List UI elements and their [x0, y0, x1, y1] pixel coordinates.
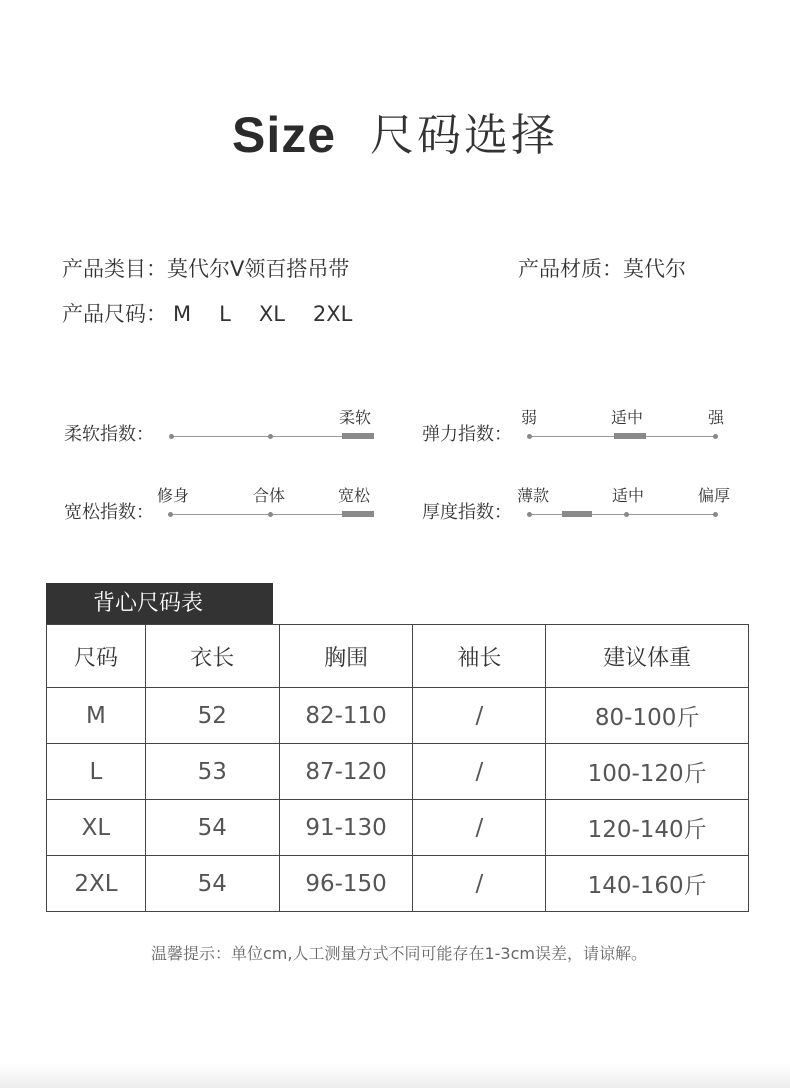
thickness-dot	[527, 512, 532, 517]
thickness-dot	[713, 512, 718, 517]
elasticity-tick-label: 适中	[611, 408, 644, 427]
size-option: 2XL	[312, 302, 353, 326]
table-cell: M	[47, 688, 146, 744]
elasticity-selected-bar	[614, 433, 646, 439]
fit-index-label: 宽松指数：	[64, 502, 154, 523]
column-header: 尺码	[47, 625, 146, 688]
bottom-divider	[0, 1062, 790, 1088]
table-cell: 52	[145, 688, 279, 744]
fit-tick-label: 宽松	[338, 486, 371, 505]
table-cell: 140-160斤	[546, 856, 749, 912]
thickness-scale-line	[529, 514, 717, 515]
size-table-tab: 背心尺码表	[46, 583, 273, 624]
softness-dot	[169, 434, 174, 439]
table-cell: /	[413, 688, 546, 744]
table-cell: 82-110	[279, 688, 413, 744]
softness-tick-label: 柔软	[339, 408, 372, 427]
title-english: Size	[232, 107, 337, 163]
column-header: 袖长	[413, 625, 546, 688]
softness-index-label: 柔软指数：	[64, 424, 154, 445]
thickness-tick-label: 薄款	[517, 486, 550, 505]
column-header: 衣长	[145, 625, 279, 688]
table-row	[47, 800, 749, 856]
size-option: L	[219, 302, 231, 326]
elasticity-dot	[527, 434, 532, 439]
column-header: 胸围	[279, 625, 413, 688]
table-header-row	[47, 625, 749, 688]
table-row	[47, 688, 749, 744]
product-material	[518, 255, 686, 283]
table-cell: 120-140斤	[546, 800, 749, 856]
elasticity-dot	[713, 434, 718, 439]
table-cell: /	[413, 744, 546, 800]
size-label: 产品尺码：	[62, 302, 167, 326]
material-value: 莫代尔	[623, 257, 686, 281]
title-chinese: 尺码选择	[370, 110, 558, 161]
table-row	[47, 744, 749, 800]
fit-dot	[268, 512, 273, 517]
size-table	[46, 624, 749, 912]
table-cell: 54	[145, 800, 279, 856]
size-option: XL	[258, 302, 285, 326]
material-label: 产品材质：	[518, 257, 623, 281]
table-cell: 54	[145, 856, 279, 912]
thickness-tick-label: 偏厚	[698, 486, 731, 505]
column-header: 建议体重	[546, 625, 749, 688]
table-row	[47, 856, 749, 912]
product-sizes	[62, 300, 352, 328]
measurement-note: 温馨提示：单位cm,人工测量方式不同可能存在1-3cm误差，请谅解。	[151, 944, 647, 963]
table-cell: 96-150	[279, 856, 413, 912]
table-cell: 100-120斤	[546, 744, 749, 800]
table-cell: /	[413, 856, 546, 912]
fit-selected-bar	[342, 511, 374, 517]
fit-dot	[168, 512, 173, 517]
table-cell: 2XL	[47, 856, 146, 912]
product-category	[62, 255, 349, 283]
table-cell: /	[413, 800, 546, 856]
elasticity-tick-label: 强	[708, 408, 725, 427]
table-cell: 80-100斤	[546, 688, 749, 744]
table-cell: 53	[145, 744, 279, 800]
table-cell: 87-120	[279, 744, 413, 800]
elasticity-tick-label: 弱	[521, 408, 538, 427]
elasticity-index-label: 弹力指数：	[422, 424, 512, 445]
fit-tick-label: 修身	[157, 486, 190, 505]
thickness-index-label: 厚度指数：	[422, 502, 512, 523]
softness-dot	[268, 434, 273, 439]
size-option: M	[173, 302, 192, 326]
thickness-dot	[624, 512, 629, 517]
thickness-tick-label: 适中	[612, 486, 645, 505]
table-cell: XL	[47, 800, 146, 856]
softness-selected-bar	[342, 433, 374, 439]
table-cell: L	[47, 744, 146, 800]
table-cell: 91-130	[279, 800, 413, 856]
thickness-selected-bar	[562, 511, 592, 517]
fit-tick-label: 合体	[253, 486, 286, 505]
category-value: 莫代尔V领百搭吊带	[167, 257, 350, 281]
category-label: 产品类目：	[62, 257, 167, 281]
